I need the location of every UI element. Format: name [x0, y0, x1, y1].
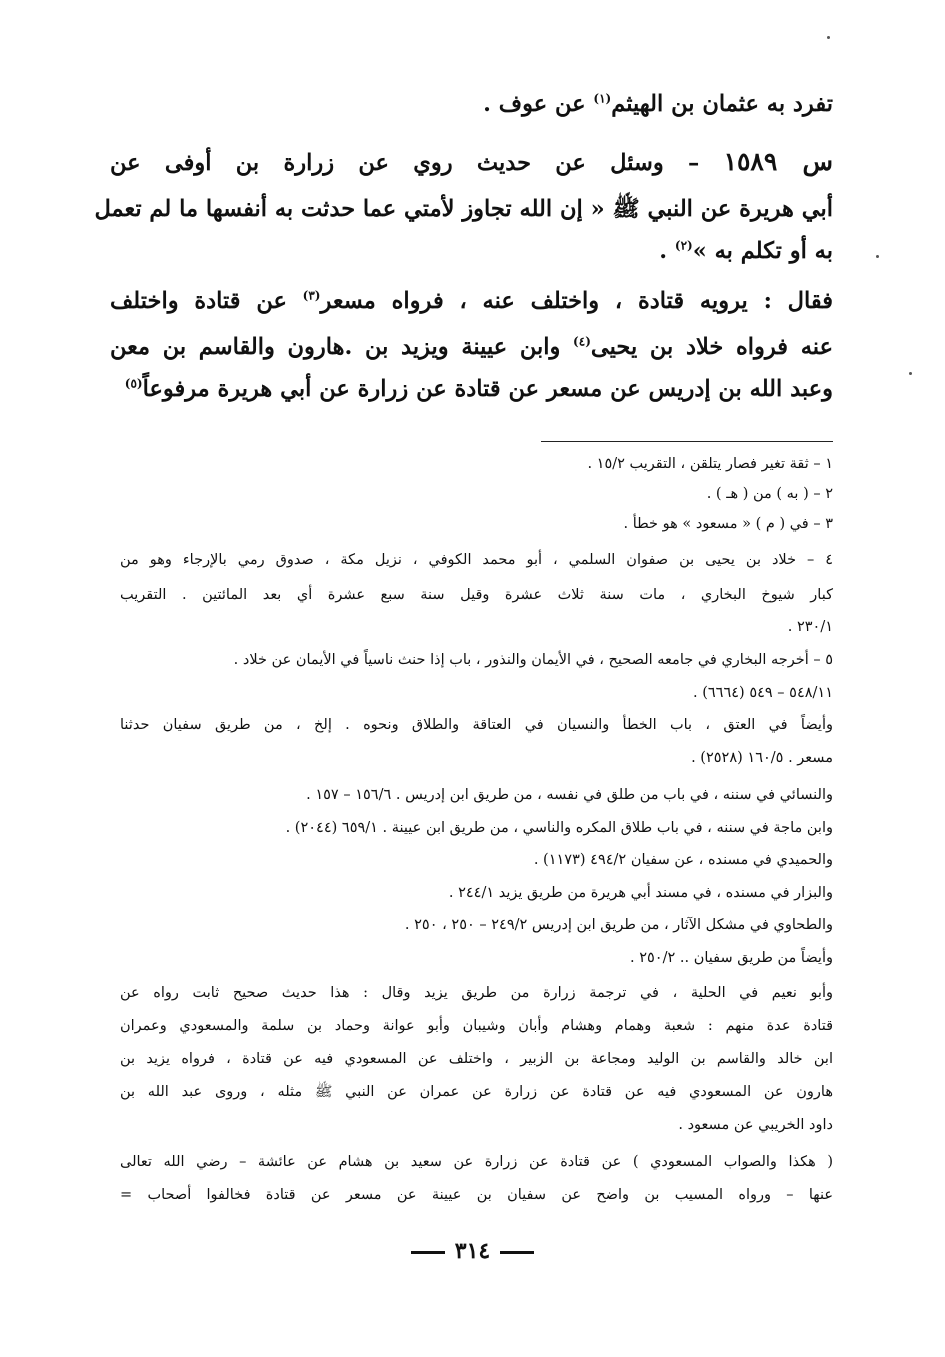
footnote-5-line-6: وابن ماجة في سننه ، في باب طلاق المكره والناسي ، من طريق ابن عيينة . ٦٥٩/١ (٢٠٤٤) . [285, 820, 833, 836]
body-text: أبي هريرة عن النبي ﷺ « إن الله تجاوز لأمتي عما حدثت به أنفسها ما لم تعمل [94, 196, 833, 222]
body-line-3 [94, 194, 833, 224]
footnote-5-line-5: والنسائي في سننه ، في باب من طلق في نفسه ، من طريق ابن إدريس . ١٥٦/٦ – ١٥٧ . [306, 787, 833, 803]
footnote-5-line-7: والحميدي في مسنده ، عن سفيان ٤٩٤/٢ (١١٧٣) . [533, 852, 833, 868]
body-text: – وسئل عن حديث روي عن زرارة بن أوفى عن [110, 150, 724, 176]
body-text: عن عوف . [483, 91, 594, 117]
footnote-separator [541, 441, 833, 442]
question-number: س ١٥٨٩ [723, 147, 833, 176]
footnote-5-line-9: والطحاوي في مشكل الآثار ، من طريق ابن إدريس ٢٤٩/٢ – ٢٥٠ ، ٢٥٠ . [404, 917, 833, 933]
body-text: به أو تكلم به » [692, 238, 833, 264]
footnote-5-line-16: ( هكذا والصواب المسعودي ) عن قتادة عن زرارة عن سعيد بن هشام عن عائشة – رضي الله تعالى [120, 1154, 833, 1170]
footnote-ref-5: (٥) [124, 376, 143, 391]
scan-speck [876, 255, 879, 258]
footnote-3: ٣ – في ( م ) « مسعود » هو خطأ . [623, 516, 833, 532]
body-text: وابن عيينة ويزيد بن .هارون والقاسم بن معن [110, 334, 574, 360]
footnote-5-line-8: والبزار في مسنده ، في مسند أبي هريرة من طريق يزيد ٢٤٤/١ . [448, 885, 833, 901]
scan-speck [827, 36, 830, 39]
page-number [0, 1238, 945, 1264]
dash-ornament [500, 1251, 534, 1254]
body-line-2 [110, 147, 833, 178]
footnote-4-line-2: كبار شيوخ البخاري ، مات سنة ثلاث عشرة وقيل سنة سبع عشرة أي بعد المائتين . التقريب [120, 587, 833, 603]
body-line-7 [110, 374, 833, 404]
body-line-4 [110, 236, 833, 266]
footnote-5-line-3: وأيضاً في العتق ، باب الخطأ والنسيان في العتاقة والطلاق ونحوه . إلخ ، من طريق سفيان حدثنا [120, 717, 833, 733]
footnote-ref-3: (٣) [302, 288, 321, 303]
footnote-5-line-15: داود الخريبي عن مسعود . [678, 1117, 833, 1133]
scan-speck [909, 372, 912, 375]
footnote-5-line-11: وأبو نعيم في الحلية ، في ترجمة زرارة من طريق يزيد وقال : هذا حديث صحيح ثابت رواه عن [120, 985, 833, 1001]
body-text: وعبد الله بن إدريس عن مسعر عن قتادة عن زرارة عن أبي هريرة مرفوعاً [142, 376, 833, 402]
footnote-ref-4: (٤) [573, 334, 591, 349]
footnote-5-line-14: هارون عن المسعودي فيه عن قتادة عن زرارة عن عمران عن النبي ﷺ مثله ، وروى عبد الله بن [120, 1084, 833, 1100]
page-number-text: ٣١٤ [454, 1238, 491, 1264]
body-line-5 [110, 286, 833, 316]
body-text: عن قتادة واختلف [110, 288, 303, 314]
body-text: . [659, 238, 675, 264]
body-line-6 [110, 332, 833, 362]
body-text: تفرد به عثمان بن الهيثم [611, 91, 833, 117]
footnote-2: ٢ – ( به ) من ( هـ ) . [706, 486, 833, 502]
body-line-1 [110, 89, 833, 119]
footnote-5-line-12: قتادة عدة منهم : شعبة وهمام وهشام وأبان وشيبان وأبو عوانة وحماد بن سلمة والمسعودي وعمران [120, 1018, 833, 1034]
footnote-4-line-1: ٤ – خلاد بن يحيى بن صفوان السلمي ، أبو محمد الكوفي ، نزيل مكة ، صدوق رمي بالإرجاء وهو من [120, 552, 833, 568]
footnote-4-line-3: ٢٣٠/١ . [787, 619, 833, 635]
body-text: فقال : يرويه قتادة ، واختلف عنه ، فرواه مسعر [320, 288, 833, 314]
body-text: عنه فرواه خلاد بن يحيى [590, 334, 833, 360]
footnote-5-line-13: ابن خالد والقاسم بن الوليد ومجاعة بن الزبير ، واختلف عن المسعودي فيه عن قتادة ، فرواه يزيد بن [120, 1051, 833, 1067]
footnote-5-line-4: مسعر . ١٦٠/٥ (٢٥٢٨) . [691, 750, 833, 766]
footnote-5-line-10: وأيضاً من طريق سفيان .. ٢٥٠/٢ . [630, 950, 833, 966]
dash-ornament [411, 1251, 445, 1254]
footnote-ref-1: (١) [593, 91, 612, 106]
footnote-5-line-17: عنها – ورواه المسيب بن واضح عن سفيان بن عيينة عن مسعر عن قتادة فخالفوا أصحاب = [120, 1187, 833, 1203]
footnote-1: ١ – ثقة تغير فصار يتلقن ، التقريب ١٥/٢ . [587, 456, 833, 472]
footnote-5-line-2: ٥٤٨/١١ – ٥٤٩ (٦٦٦٤) . [693, 685, 833, 701]
footnote-ref-2: (٢) [674, 238, 693, 253]
footnote-5-line-1: ٥ – أخرجه البخاري في جامعه الصحيح ، في الأيمان والنذور ، باب إذا حنث ناسياً في الأيمان عن خلاد . [233, 652, 833, 668]
